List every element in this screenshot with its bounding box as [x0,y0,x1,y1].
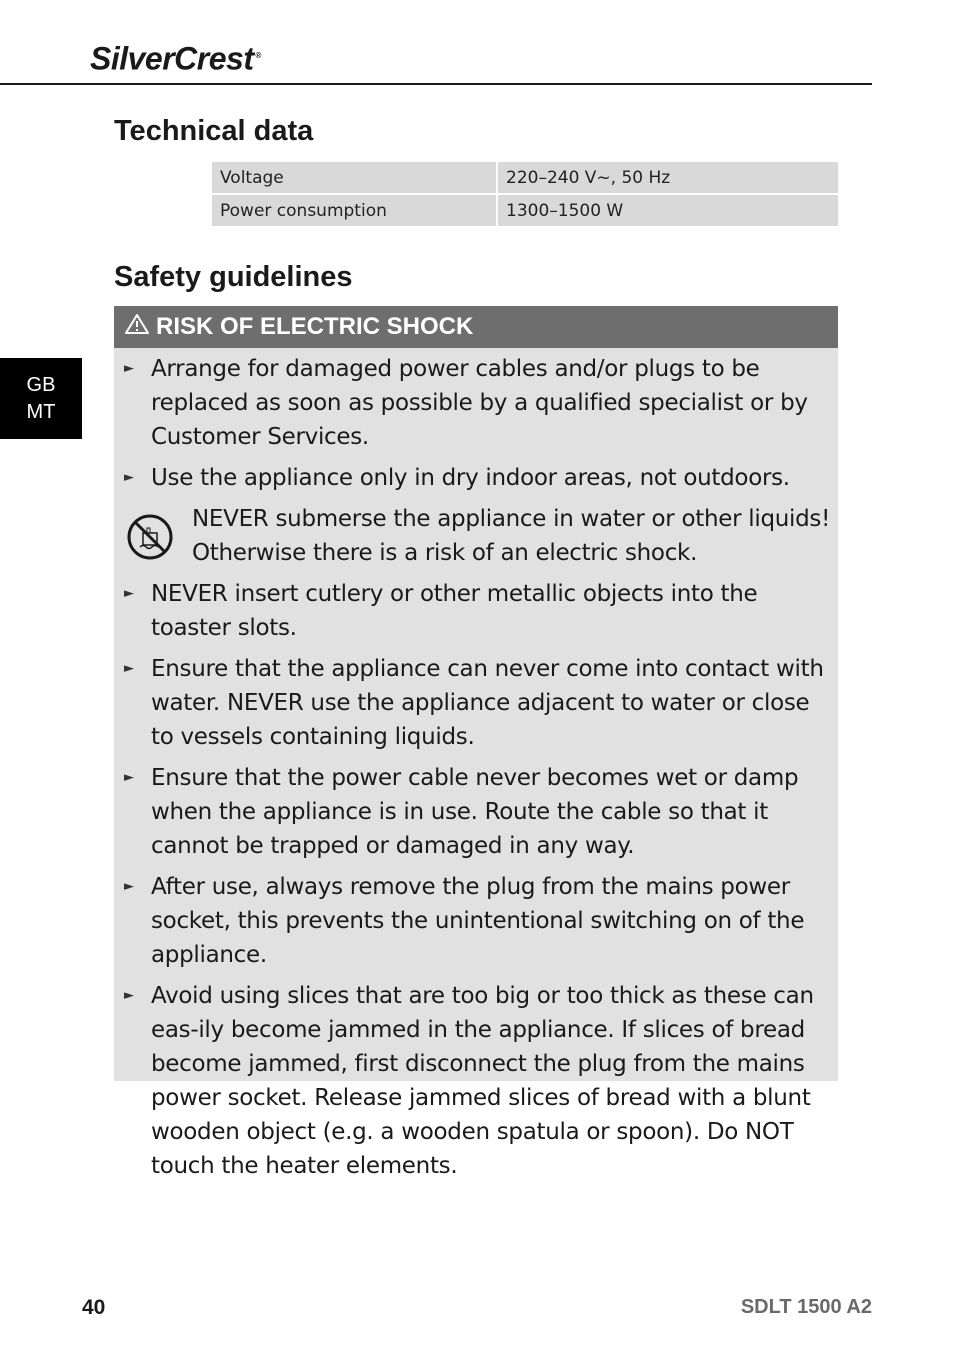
list-item [122,352,830,454]
table-cell-value: 220–240 V~, 50 Hz [498,162,838,195]
registered-mark: ® [255,51,261,60]
technical-data-title: Technical data [114,115,314,147]
no-immersion-icon [126,510,180,564]
list-item [122,652,830,754]
list-item-with-icon [122,502,830,570]
list-item-text: NEVER submerse the appliance in water or other liquids! Otherwise there is a risk of an electric shock. [192,506,831,566]
header-rule [0,83,872,85]
list-item-text: Ensure that the appliance can never come into contact with water. NEVER use the appliance adjacent to water or close to vessels containing liquids. [151,656,824,750]
brand-logo [90,36,261,79]
list-item-text: After use, always remove the plug from the mains power socket, this prevents the unintentional switching on of the appliance. [151,874,805,968]
triangle-bullet-icon: ► [124,879,134,894]
table-cell-label: Voltage [212,162,498,195]
triangle-bullet-icon: ► [124,586,134,601]
triangle-bullet-icon: ► [124,770,134,785]
list-item-text: Avoid using slices that are too big or too thick as these can eas-ily become jammed in the appliance. If slices of bread become jammed, first disconnect the plug from the mains power socket. Release jammed slices of bread with a blunt wooden object (e.g. a wooden spatula or spoon). Do NOT touch the heater elements. [151,983,814,1179]
list-item [122,577,830,645]
table-row [212,195,838,228]
safety-list [114,348,838,1183]
warning-header-text: RISK OF ELECTRIC SHOCK [156,313,474,340]
triangle-bullet-icon: ► [124,988,134,1003]
table-cell-label: Power consumption [212,195,498,228]
list-item [122,761,830,863]
model-number: SDLT 1500 A2 [740,1296,872,1318]
triangle-bullet-icon: ► [124,470,134,485]
list-item [122,979,830,1183]
language-tab [0,358,82,439]
warning-triangle-icon [124,313,150,335]
list-item-text: Use the appliance only in dry indoor areas, not outdoors. [151,465,790,491]
technical-data-table [212,162,838,228]
list-item [122,461,830,495]
list-item-text: NEVER insert cutlery or other metallic objects into the toaster slots. [151,581,758,641]
brand-name: SilverCrest [90,40,254,77]
table-row [212,162,838,195]
language-code-mt: MT [26,400,56,423]
triangle-bullet-icon: ► [124,361,134,376]
list-item [122,870,830,972]
safety-guidelines-title: Safety guidelines [114,261,353,293]
page-number: 40 [82,1296,106,1319]
warning-header [114,306,838,348]
list-item-text: Arrange for damaged power cables and/or plugs to be replaced as soon as possible by a qualified specialist or by Customer Services. [151,356,808,450]
table-cell-value: 1300–1500 W [498,195,838,228]
language-code-gb: GB [26,373,56,396]
triangle-bullet-icon: ► [124,661,134,676]
safety-warning-box [114,306,838,1179]
list-item-text: Ensure that the power cable never becomes wet or damp when the appliance is in use. Route the cable so that it cannot be trapped or damaged in any way. [151,765,799,859]
